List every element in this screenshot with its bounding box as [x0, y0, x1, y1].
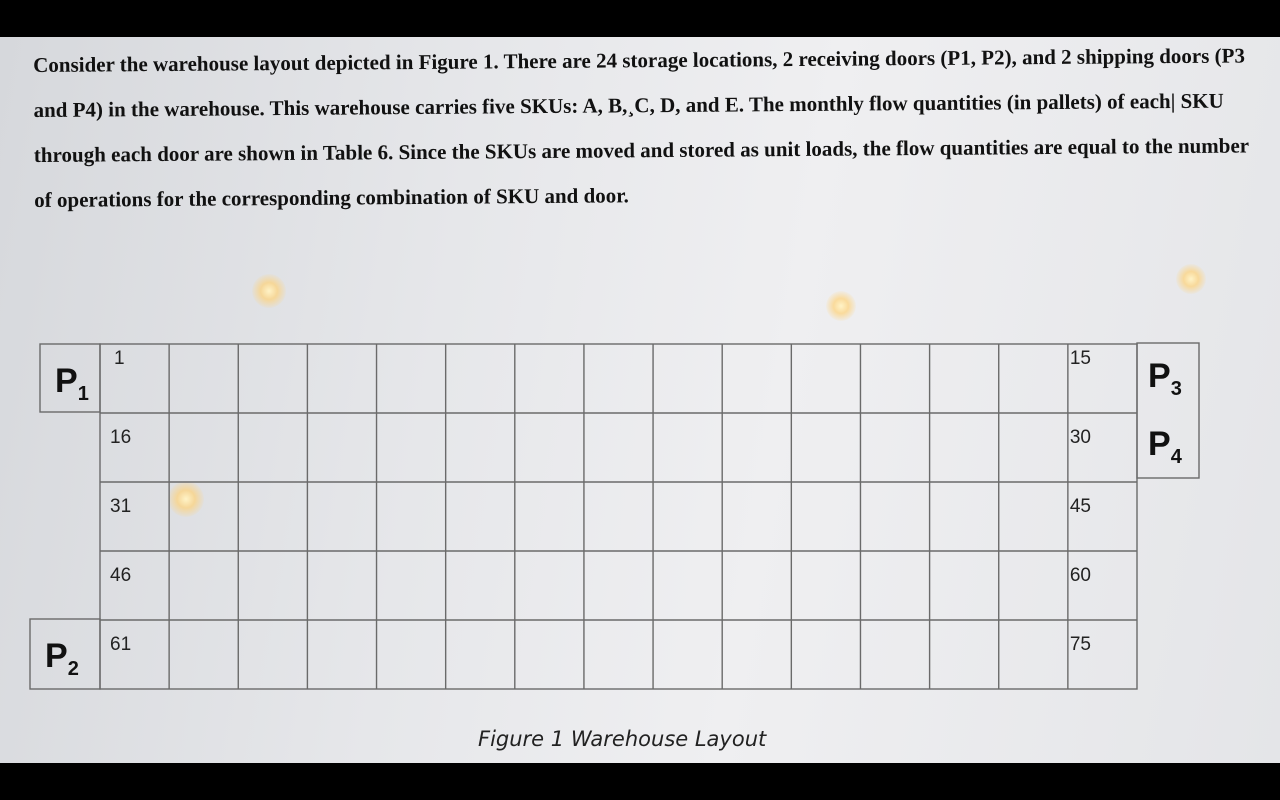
- cell-number-left: 61: [110, 634, 132, 655]
- door-p2-label: P2: [45, 637, 79, 680]
- cell-number-right: 75: [1069, 634, 1092, 655]
- grid-outline: [100, 344, 1137, 689]
- warehouse-layout-figure: [0, 37, 1280, 763]
- cell-number-left: 31: [110, 496, 132, 517]
- cell-number-right: 60: [1069, 565, 1092, 586]
- storage-grid: [100, 344, 1137, 689]
- cell-number-left: 46: [110, 565, 132, 586]
- door-p4-label: P4: [1148, 425, 1182, 468]
- problem-paragraph: Consider the warehouse layout depicted in Figure 1. There are 24 storage locations, 2 receiving doors (P1, P2), and 2 shipping doors (P3 and P4) in the warehouse. This warehouse carries five SKUs: A, B,¸C, D, and E. The monthly flow quantities (in pallets) of each| SKU through each door are shown in Table 6. Since the SKUs are moved and stored as unit loads, the flow quantities are equal to the number of operations for the corresponding combination of SKU and door.: [33, 43, 1249, 212]
- cell-number-right: 30: [1069, 427, 1092, 448]
- cell-number-left: 1: [114, 348, 125, 369]
- cell-number-right: 45: [1069, 496, 1092, 517]
- door-p3-label: P3: [1148, 357, 1182, 400]
- cell-number-left: 16: [110, 427, 132, 448]
- photo-of-screen: [0, 37, 1280, 763]
- door-p1-label: P1: [55, 362, 89, 405]
- cell-number-right: 15: [1069, 348, 1092, 369]
- figure-caption: Figure 1 Warehouse Layout: [478, 727, 767, 751]
